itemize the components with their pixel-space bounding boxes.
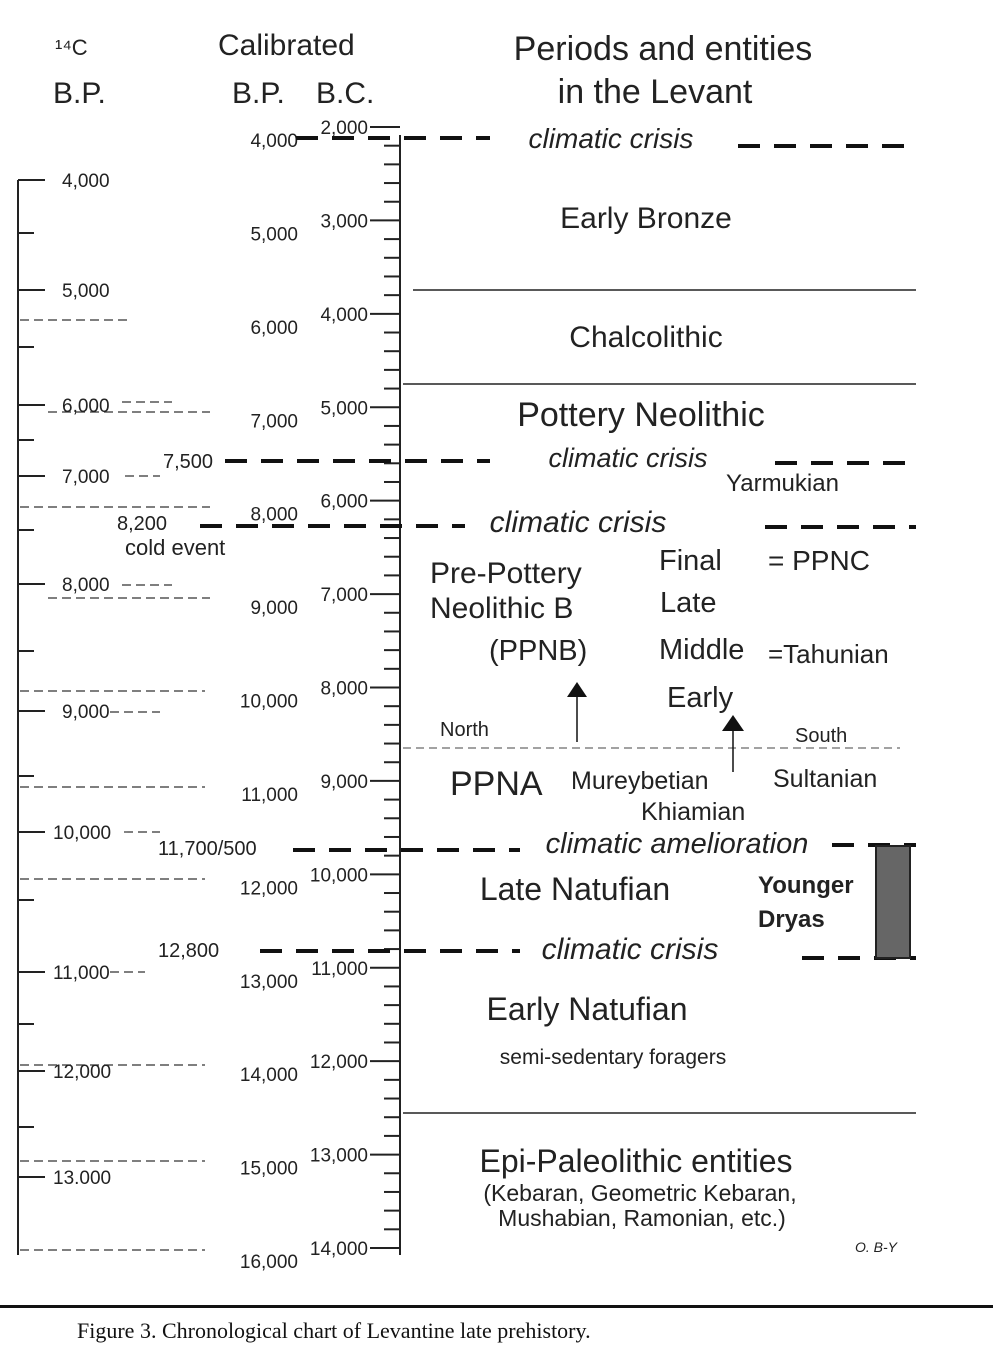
c14-label: 11,000	[53, 963, 110, 984]
sultanian-label: Sultanian	[773, 765, 878, 793]
cal-bp-label: 15,000	[239, 1158, 298, 1180]
bc-label: 7,000	[320, 585, 368, 607]
ppnb-line2: Neolithic B	[430, 592, 574, 625]
header-calibrated: Calibrated	[218, 29, 355, 62]
cal-bp-label: 7,000	[250, 411, 298, 433]
c14-label: 10,000	[53, 823, 112, 844]
header-cal-bp: B.P.	[232, 77, 285, 110]
c14-axis	[18, 180, 210, 1255]
ppnb-late: Late	[660, 587, 717, 619]
semi-sedentary-label: semi-sedentary foragers	[499, 1046, 727, 1069]
header-periods-line1: Periods and entities	[513, 30, 813, 68]
ppna-label: PPNA	[450, 765, 543, 803]
bc-label: 11,000	[311, 958, 368, 980]
ppnb-middle: Middle	[659, 634, 745, 666]
c14-label: 5,000	[62, 281, 110, 302]
bc-label: 12,000	[309, 1052, 368, 1074]
bc-label: 2,000	[320, 118, 368, 139]
calibrated-axis	[370, 127, 400, 1255]
calibrated-labels	[240, 118, 368, 1273]
caption-rule	[0, 1305, 993, 1308]
climatic-crisis-2: climatic crisis	[548, 443, 708, 473]
ppnb-early: Early	[667, 682, 734, 714]
south-label: South	[795, 725, 848, 747]
cal-bp-label: 8,000	[250, 504, 298, 526]
c14-label: 4,000	[62, 171, 110, 192]
climatic-crisis-4: climatic crisis	[541, 933, 719, 966]
c14-label: 8,000	[62, 575, 110, 596]
bc-label: 9,000	[320, 771, 368, 793]
yarmukian-label: Yarmukian	[726, 470, 839, 497]
epi-paleolithic-line3: Mushabian, Ramonian, etc.)	[498, 1205, 786, 1231]
c14-label: 13.000	[53, 1168, 112, 1189]
ppnb-line1: Pre-Pottery	[430, 557, 582, 590]
climatic-amelioration: climatic amelioration	[545, 828, 809, 860]
cal-bp-label: 9,000	[250, 598, 298, 620]
c14-label: 9,000	[62, 702, 110, 723]
header-periods-line2: in the Levant	[557, 73, 753, 111]
south-arrow-head	[722, 715, 744, 731]
event-7500-label: 7,500	[163, 451, 214, 473]
header-cal-bc: B.C.	[316, 77, 375, 110]
cal-bp-label: 14,000	[239, 1065, 298, 1087]
climatic-crisis-1: climatic crisis	[528, 123, 694, 154]
cal-bp-label: 4,000	[250, 131, 298, 152]
bc-label: 14,000	[309, 1239, 368, 1260]
ppnb-final: Final	[659, 545, 722, 577]
chalcolithic-label: Chalcolithic	[569, 321, 723, 354]
bc-label: 13,000	[309, 1145, 368, 1167]
cal-bp-label: 6,000	[250, 317, 298, 339]
cal-bp-label: 12,000	[239, 878, 298, 900]
cal-bp-label: 5,000	[250, 224, 298, 246]
north-arrow-head	[567, 682, 587, 697]
bc-label: 3,000	[320, 211, 368, 233]
cal-bp-label: 11,000	[241, 784, 298, 806]
bc-label: 5,000	[320, 398, 368, 420]
early-bronze-label: Early Bronze	[560, 202, 732, 235]
figure-caption: Figure 3. Chronological chart of Levantine late prehistory.	[77, 1318, 591, 1343]
c14-labels	[53, 171, 111, 1189]
khiamian-label: Khiamian	[641, 798, 746, 826]
bc-label: 6,000	[320, 491, 368, 513]
bc-label: 8,000	[320, 678, 368, 700]
ppnc-label: = PPNC	[768, 545, 870, 576]
epi-paleolithic-line1: Epi-Paleolithic entities	[479, 1143, 793, 1179]
younger-dryas-bar	[876, 846, 910, 958]
cal-bp-label: 10,000	[239, 691, 298, 713]
cold-event-label: cold event	[125, 535, 226, 560]
pottery-neolithic-label: Pottery Neolithic	[517, 396, 765, 434]
bc-label: 10,000	[309, 865, 368, 887]
cal-bp-label: 13,000	[239, 971, 298, 993]
mureybetian-label: Mureybetian	[571, 767, 709, 795]
header-c14: ¹⁴C	[55, 35, 88, 60]
event-12800-label: 12,800	[158, 940, 220, 962]
bc-label: 4,000	[320, 304, 368, 326]
climatic-crisis-3: climatic crisis	[489, 506, 667, 539]
younger-dryas-line2: Dryas	[758, 906, 825, 933]
c14-label: 12,000	[53, 1062, 112, 1083]
c14-label: 6,000	[62, 396, 110, 417]
event-8200-label: 8,200	[117, 513, 168, 535]
epi-paleolithic-line2: (Kebaran, Geometric Kebaran,	[483, 1180, 797, 1206]
ppnb-line3: (PPNB)	[489, 635, 588, 667]
event-11700-label: 11,700/500	[158, 838, 257, 860]
author-signature: O. B-Y	[855, 1239, 898, 1255]
tahunian-label: =Tahunian	[768, 639, 889, 669]
younger-dryas-line1: Younger	[758, 872, 854, 899]
cal-bp-label: 16,000	[239, 1252, 298, 1273]
late-natufian-label: Late Natufian	[479, 871, 671, 907]
north-label: North	[440, 719, 489, 741]
header-c14-bp: B.P.	[53, 77, 106, 110]
c14-label: 7,000	[62, 467, 110, 488]
early-natufian-label: Early Natufian	[486, 991, 688, 1027]
